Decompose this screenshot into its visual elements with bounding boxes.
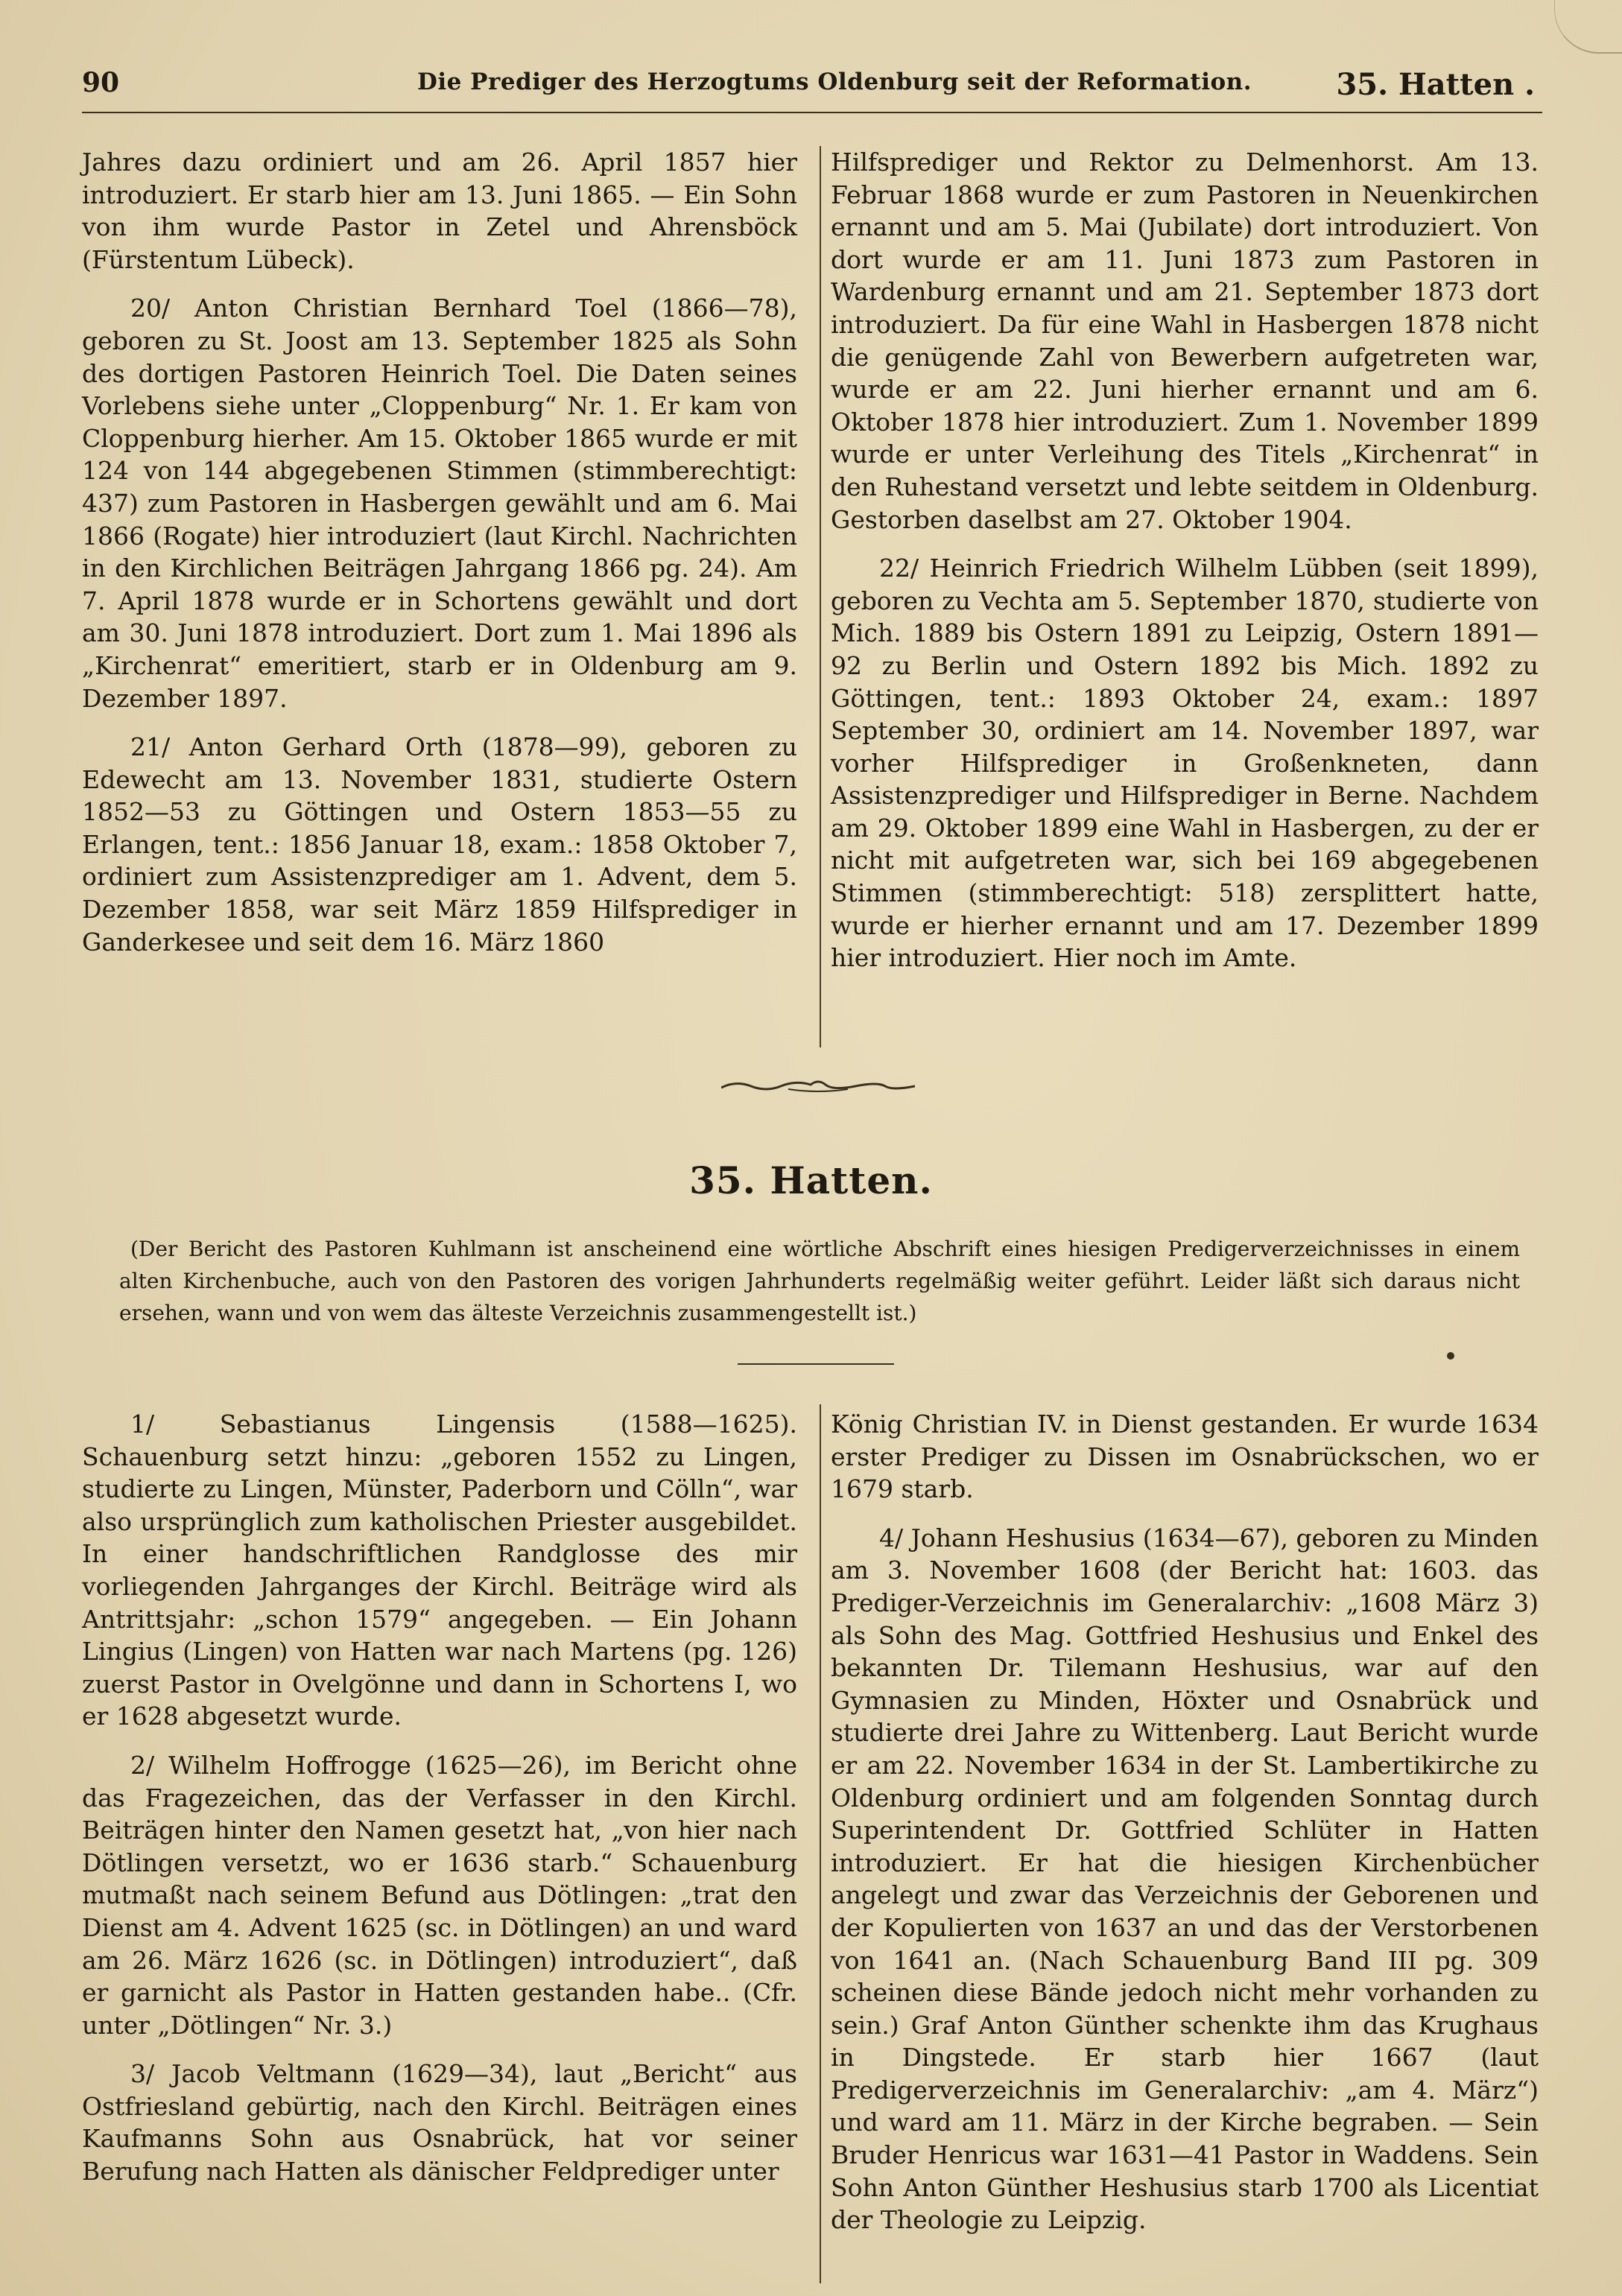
ink-dot: [1447, 1352, 1454, 1360]
column-divider-bottom: [820, 1404, 821, 2283]
paragraph: König Christian IV. in Dienst gestanden. Er wurde 1634 erster Prediger zu Dissen im Osnabrückschen, wo er 1679 starb.: [831, 1409, 1539, 1504]
running-title: Die Prediger des Herzogtums Oldenburg seit der Reformation.: [417, 69, 1252, 95]
paragraph-entry-1: 1/ Sebastianus Lingensis (1588—1625). Schauenburg setzt hinzu: „geboren 1552 zu Lingen, studierte zu Lingen, Münster, Paderborn und Cölln“, war also ursprünglich zum katholischen Priester ausgebildet. In einer handschriftlichen Randglosse des mir vorliegenden Jahrganges der Kirchl. Beiträge wird als Antrittsjahr: „schon 1579“ angegeben. — Ein Johann Lingius (Lingen) von Hatten war nach Martens (pg. 126) zuerst Pastor in Ovelgönne und dann in Schortens I, wo er 1628 abgesetzt wurde.: [82, 1409, 797, 1731]
paragraph-entry-4: 4/ Johann Heshusius (1634—67), geboren zu Minden am 3. November 1608 (der Bericht hat: 1603. das Prediger-Verzeichnis im Generalarchiv: „1608 März 3) als Sohn des Mag. Gottfried Heshusius und Enkel des bekannten Dr. Tilemann Heshusius, war auf den Gymnasien zu Minden, Höxter und Osnabrück und studierte drei Jahre zu Wittenberg. Laut Bericht wurde er am 22. November 1634 in der St. Lambertikirche zu Oldenburg ordiniert und am folgenden Sonntag durch Superintendent Dr. Gottfried Schlüter in Hatten introduziert. Er hat die hiesigen Kirchenbücher angelegt und zwar das Verzeichnis der Geborenen und der Kopulierten von 1637 an und das der Verstorbenen von 1641 an. (Nach Schauenburg Band III pg. 309 scheinen diese Bände jedoch nicht mehr vorhanden zu sein.) Graf Anton Günther schenkte ihm das Krughaus in Dingstede. Er starb hier 1667 (laut Predigerverzeichnis im Generalarchiv: „am 4. März“) und ward am 11. März in der Kirche begraben. — Sein Bruder Henricus war 1631—41 Pastor in Waddens. Sein Sohn Anton Günther Heshusius starb 1700 als Licentiat der Theologie zu Leipzig.: [831, 1523, 1539, 2235]
section-label: 35. Hatten .: [1336, 67, 1535, 102]
paragraph-entry-22: 22/ Heinrich Friedrich Wilhelm Lübben (seit 1899), geboren zu Vechta am 5. September 1870, studierte von Mich. 1889 bis Ostern 1891 zu Leipzig, Ostern 1891—92 zu Berlin und Ostern 1892 bis Mich. 1892 zu Göttingen, tent.: 1893 Oktober 24, exam.: 1897 September 30, ordiniert am 14. November 1897, war vorher Hilfsprediger in Großenkneten, dann Assistenzprediger und Hilfsprediger in Berne. Nachdem am 29. Oktober 1899 eine Wahl in Hasbergen, zu der er nicht mit aufgetreten war, sich bei 169 abgegebenen Stimmen (stimmberechtigt: 518) zersplittert hatte, wurde er hierher ernannt und am 17. Dezember 1899 hier introduziert. Hier noch im Amte.: [831, 554, 1539, 973]
top-left-column: [82, 146, 797, 974]
paragraph: Hilfsprediger und Rektor zu Delmenhorst. Am 13. Februar 1868 wurde er zum Pastoren in Neuenkirchen ernannt und am 5. Mai (Jubilate) dort introduziert. Von dort wurde er am 11. Juni 1873 zum Pastoren in Wardenburg ernannt und am 21. September 1873 dort introduziert. Da für eine Wahl in Hasbergen 1878 nicht die genügende Zahl von Bewerbern aufgetreten war, wurde er am 22. Juni hierher ernannt und am 6. Oktober 1878 hier introduziert. Zum 1. November 1899 wurde er unter Verleihung des Titels „Kirchenrat“ in den Ruhestand versetzt und lebte seitdem in Oldenburg. Gestorben daselbst am 27. Oktober 1904.: [831, 148, 1539, 534]
paragraph: Jahres dazu ordiniert und am 26. April 1857 hier introduziert. Er starb hier am 13. Juni 1865. — Ein Sohn von ihm wurde Pastor in Zetel und Ahrensböck (Fürstentum Lübeck).: [82, 148, 797, 274]
top-right-column: [831, 146, 1539, 991]
section-note: (Der Bericht des Pastoren Kuhlmann ist anscheinend eine wörtliche Abschrift eines hiesigen Predigerverzeichnisses in einem alten Kirchenbuche, auch von den Pastoren des vorigen Jahrhunderts regelmäßig weiter geführt. Leider läßt sich daraus nicht ersehen, wann und von wem das älteste Verzeichnis zusammengestellt ist.): [119, 1237, 1520, 1325]
note-rule: [738, 1363, 894, 1365]
page-number: 90: [82, 67, 120, 98]
paragraph-entry-20: 20/ Anton Christian Bernhard Toel (1866—78), geboren zu St. Joost am 13. September 1825 als Sohn des dortigen Pastoren Heinrich Toel. Die Daten seines Vorlebens siehe unter „Cloppenburg“ Nr. 1. Er kam von Cloppenburg hierher. Am 15. Oktober 1865 wurde er mit 124 von 144 abgegebenen Stimmen (stimmberechtigt: 437) zum Pastoren in Hasbergen gewählt und am 6. Mai 1866 (Rogate) hier introduziert (laut Kirchl. Nachrichten in den Kirchlichen Beiträgen Jahrgang 1866 pg. 24). Am 7. April 1878 wurde er in Schortens gewählt und dort am 30. Juni 1878 introduziert. Dort zum 1. Mai 1896 als „Kirchenrat“ emeritiert, starb er in Oldenburg am 9. Dezember 1897.: [82, 294, 797, 713]
column-divider-top: [820, 146, 821, 1047]
paragraph-entry-2: 2/ Wilhelm Hoffrogge (1625—26), im Bericht ohne das Fragezeichen, das der Verfasser in den Kirchl. Beiträgen hinter den Namen gesetzt hat, „von hier nach Dötlingen versetzt, wo er 1636 starb.“ Schauenburg mutmaßt nach seinem Befund aus Dötlingen: „trat den Dienst am 4. Advent 1625 (sc. in Dötlingen) an und ward am 26. März 1626 (sc. in Dötlingen) introduziert“, daß er garnicht als Pastor in Hatten gestanden habe.. (Cfr. unter „Dötlingen“ Nr. 3.): [82, 1750, 797, 2040]
header-rule: [82, 112, 1542, 113]
paragraph-entry-21: 21/ Anton Gerhard Orth (1878—99), geboren zu Edewecht am 13. November 1831, studierte Ostern 1852—53 zu Göttingen und Ostern 1853—55 zu Erlangen, tent.: 1856 Januar 18, exam.: 1858 Oktober 7, ordiniert zum Assistenzprediger am 1. Advent, dem 5. Dezember 1858, war seit März 1859 Hilfsprediger in Ganderkesee und seit dem 16. März 1860: [82, 732, 797, 957]
ornament-divider: [721, 1077, 915, 1095]
paragraph-entry-3: 3/ Jacob Veltmann (1629—34), laut „Bericht“ aus Ostfriesland gebürtig, nach den Kirchl. Beiträgen eines Kaufmanns Sohn aus Osnabrück, hat vor seiner Berufung nach Hatten als dänischer Feldprediger unter: [82, 2059, 797, 2186]
page-header: [82, 61, 1535, 106]
bottom-right-column: [831, 1408, 1539, 2253]
bottom-left-column: [82, 1408, 797, 2204]
section-title: 35. Hatten.: [689, 1158, 933, 1202]
